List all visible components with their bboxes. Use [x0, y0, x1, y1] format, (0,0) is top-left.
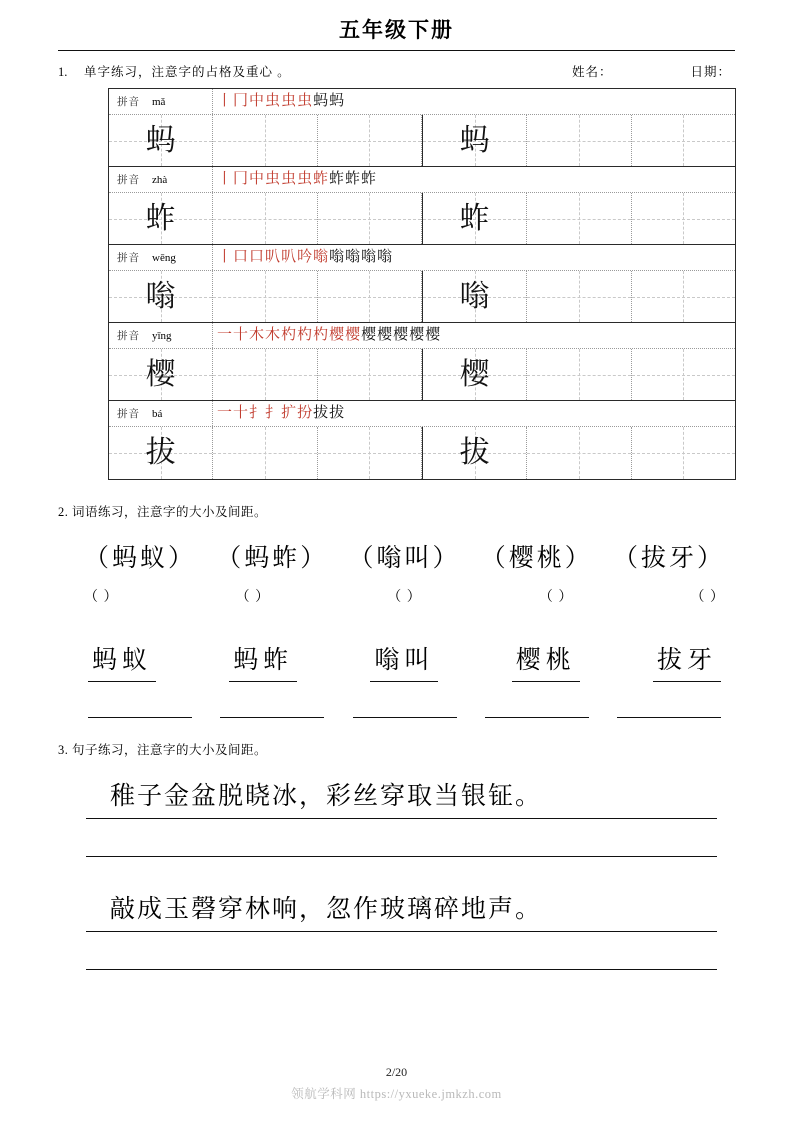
blank-line[interactable]	[220, 716, 324, 718]
writing-cell[interactable]	[527, 349, 631, 400]
pinyin-label: 拼音	[117, 253, 140, 264]
model-character: 嗡	[459, 279, 490, 313]
stroke-glyph: 拔	[313, 405, 329, 421]
stroke-glyph: 嗡	[313, 249, 329, 265]
stroke-glyph: 扩	[281, 405, 297, 421]
character-practice-grid	[108, 88, 736, 480]
writing-cell[interactable]	[527, 271, 631, 322]
stroke-glyph: 虫	[297, 171, 313, 187]
writing-row	[109, 271, 735, 323]
stroke-glyph: 扌	[265, 405, 281, 421]
stroke-glyph: 中	[249, 93, 265, 109]
stroke-sequence	[213, 89, 735, 114]
stroke-sequence	[213, 401, 735, 426]
stroke-glyph: 嗡	[361, 249, 377, 265]
stroke-glyph: 吟	[297, 249, 313, 265]
blank-line[interactable]	[617, 716, 721, 718]
pinyin-label: 拼音	[117, 409, 140, 420]
stroke-glyph: 樱	[425, 327, 441, 343]
stroke-glyph: 樱	[329, 327, 345, 343]
stroke-glyph: 樱	[377, 327, 393, 343]
writing-cell-model[interactable]	[422, 193, 527, 244]
stroke-glyph: 蚱	[345, 171, 361, 187]
stroke-glyph: 嗡	[345, 249, 361, 265]
writing-cell-model[interactable]	[109, 349, 213, 400]
char-block-ying	[109, 323, 735, 401]
section3-heading: 3. 句子练习，注意字的大小及间距。	[58, 743, 268, 757]
pinyin-label: 拼音	[117, 331, 140, 342]
stroke-glyph: 蚱	[313, 171, 329, 187]
word-item: （樱桃）	[480, 545, 593, 572]
writing-row	[109, 193, 735, 245]
stroke-glyph: 樱	[393, 327, 409, 343]
word-item: （蚂蚁）	[84, 545, 197, 572]
stroke-glyph: 木	[249, 327, 265, 343]
word-row-underlined	[58, 640, 735, 682]
word-blank-lines	[58, 716, 735, 718]
writing-cell-model[interactable]	[109, 115, 213, 166]
section1-header	[58, 62, 735, 80]
section1-instruction: 单字练习，注意字的占格及重心 。	[84, 65, 291, 79]
stroke-sequence	[213, 323, 735, 348]
sentence-blank-line[interactable]	[86, 855, 717, 857]
page-number: 2/20	[385, 1065, 408, 1079]
model-character: 拔	[145, 436, 176, 469]
model-character: 蚂	[459, 123, 490, 157]
stroke-order-row	[109, 323, 735, 349]
writing-cell[interactable]	[213, 349, 317, 400]
stroke-glyph: 一	[217, 327, 233, 343]
stroke-glyph: 口	[233, 249, 249, 265]
char-block-weng	[109, 245, 735, 323]
word-underlined: 嗡叫	[370, 640, 438, 682]
word-blank[interactable]: （ ）	[387, 590, 422, 605]
writing-cell[interactable]	[213, 115, 317, 166]
section1-number: 1.	[58, 65, 68, 79]
stroke-glyph: 丨	[217, 249, 233, 265]
pinyin-cell	[109, 167, 213, 192]
model-character: 蚱	[145, 201, 176, 235]
pinyin-value: zhà	[152, 173, 168, 186]
writing-cell[interactable]	[632, 115, 735, 166]
writing-cell[interactable]	[527, 193, 631, 244]
stroke-glyph: 虫	[297, 93, 313, 109]
writing-cell[interactable]	[632, 427, 735, 479]
date-label: 日期：	[690, 65, 731, 79]
writing-cell[interactable]	[632, 193, 735, 244]
writing-cell[interactable]	[318, 271, 422, 322]
pinyin-cell	[109, 401, 213, 426]
sentence-model: 敲成玉磬穿林响，忽作玻璃碎地声。	[86, 889, 717, 932]
model-character: 樱	[459, 357, 490, 391]
writing-cell[interactable]	[213, 427, 317, 479]
char-block-ma	[109, 89, 735, 167]
pinyin-cell	[109, 323, 213, 348]
word-item: （拔牙）	[612, 545, 725, 572]
writing-row	[109, 115, 735, 167]
page-title: 五年级下册	[339, 18, 454, 42]
model-character: 蚱	[459, 201, 490, 235]
writing-cell[interactable]	[213, 193, 317, 244]
stroke-glyph: 十	[233, 405, 249, 421]
pinyin-value: mǎ	[152, 95, 166, 108]
word-blank[interactable]: （ ）	[690, 590, 725, 605]
word-underlined: 樱桃	[512, 640, 580, 682]
sentence-blank-line[interactable]	[86, 968, 717, 970]
word-blank[interactable]: （ ）	[538, 590, 574, 605]
stroke-order-row	[109, 89, 735, 115]
section2-heading: 2. 词语练习，注意字的大小及间距。	[58, 505, 268, 519]
stroke-glyph: 冂	[233, 171, 249, 187]
stroke-glyph: 冂	[233, 93, 249, 109]
name-label: 姓名：	[571, 65, 613, 79]
writing-cell-model[interactable]	[109, 427, 213, 479]
stroke-order-row	[109, 401, 735, 427]
blank-line[interactable]	[353, 716, 457, 718]
stroke-glyph: 虫	[265, 93, 281, 109]
blank-line[interactable]	[88, 716, 192, 718]
stroke-glyph: 蚱	[361, 171, 377, 187]
writing-cell[interactable]	[632, 271, 735, 322]
stroke-glyph: 一	[217, 405, 233, 421]
stroke-glyph: 中	[249, 171, 265, 187]
blank-line[interactable]	[485, 716, 589, 718]
word-blank[interactable]: （ ）	[235, 590, 271, 605]
writing-cell[interactable]	[632, 349, 735, 400]
stroke-glyph: 虫	[281, 171, 297, 187]
sentence-model: 稚子金盆脱晓冰，彩丝穿取当银钲。	[86, 776, 717, 819]
stroke-glyph: 十	[233, 327, 249, 343]
stroke-glyph: 丨	[217, 93, 233, 109]
pinyin-value: bá	[152, 407, 163, 420]
writing-cell-model[interactable]	[109, 271, 213, 322]
stroke-order-row	[109, 245, 735, 271]
stroke-glyph: 口	[249, 249, 265, 265]
stroke-glyph: 蚂	[313, 93, 329, 109]
stroke-glyph: 嗡	[329, 249, 345, 265]
writing-cell[interactable]	[318, 115, 422, 166]
word-item: （蚂蚱）	[216, 545, 329, 572]
model-character: 嗡	[145, 279, 176, 313]
stroke-glyph: 嗡	[377, 249, 393, 265]
stroke-glyph: 扌	[249, 405, 265, 421]
writing-cell[interactable]	[527, 427, 631, 479]
stroke-glyph: 扮	[297, 405, 313, 421]
word-underlined: 蚂蚱	[229, 640, 297, 682]
stroke-sequence	[213, 245, 735, 270]
stroke-glyph: 拔	[329, 405, 345, 421]
word-underlined: 拔牙	[653, 640, 721, 682]
stroke-glyph: 虫	[265, 171, 281, 187]
char-block-ba	[109, 401, 735, 479]
sentence-practice	[58, 776, 735, 970]
stroke-glyph: 蚱	[329, 171, 345, 187]
word-item: （嗡叫）	[348, 545, 461, 572]
stroke-glyph: 杓	[281, 327, 297, 343]
stroke-glyph: 丨	[217, 171, 233, 187]
writing-cell[interactable]	[318, 427, 422, 479]
writing-row	[109, 427, 735, 479]
stroke-glyph: 樱	[409, 327, 425, 343]
writing-cell[interactable]	[318, 349, 422, 400]
stroke-glyph: 樱	[361, 327, 377, 343]
word-underlined: 蚂蚁	[88, 640, 156, 682]
model-character: 樱	[145, 357, 176, 391]
stroke-glyph: 樱	[345, 327, 361, 343]
pinyin-label: 拼音	[117, 175, 140, 186]
pinyin-value: wēng	[152, 251, 176, 264]
writing-cell-model[interactable]	[422, 115, 527, 166]
writing-cell-model[interactable]	[422, 349, 527, 400]
stroke-glyph: 叭	[281, 249, 297, 265]
word-row-model	[58, 538, 735, 574]
model-character: 拔	[459, 436, 490, 469]
word-blank[interactable]: （ ）	[84, 590, 119, 605]
writing-cell-model[interactable]	[422, 427, 527, 479]
model-character: 蚂	[145, 123, 176, 157]
watermark: 领航学科网 https://yxueke.jmkzh.com	[291, 1087, 502, 1101]
writing-row	[109, 349, 735, 401]
word-row-blank	[58, 586, 735, 606]
pinyin-value: yīng	[152, 329, 172, 342]
writing-cell-model[interactable]	[422, 271, 527, 322]
writing-cell[interactable]	[318, 193, 422, 244]
writing-cell[interactable]	[527, 115, 631, 166]
stroke-glyph: 杓	[297, 327, 313, 343]
pinyin-cell	[109, 89, 213, 114]
pinyin-label: 拼音	[117, 97, 140, 108]
stroke-sequence	[213, 167, 735, 192]
title-divider	[58, 50, 735, 51]
stroke-glyph: 虫	[281, 93, 297, 109]
stroke-glyph: 蚂	[329, 93, 345, 109]
char-block-zha	[109, 167, 735, 245]
stroke-glyph: 木	[265, 327, 281, 343]
stroke-order-row	[109, 167, 735, 193]
pinyin-cell	[109, 245, 213, 270]
writing-cell[interactable]	[213, 271, 317, 322]
stroke-glyph: 叭	[265, 249, 281, 265]
stroke-glyph: 杓	[313, 327, 329, 343]
writing-cell-model[interactable]	[109, 193, 213, 244]
